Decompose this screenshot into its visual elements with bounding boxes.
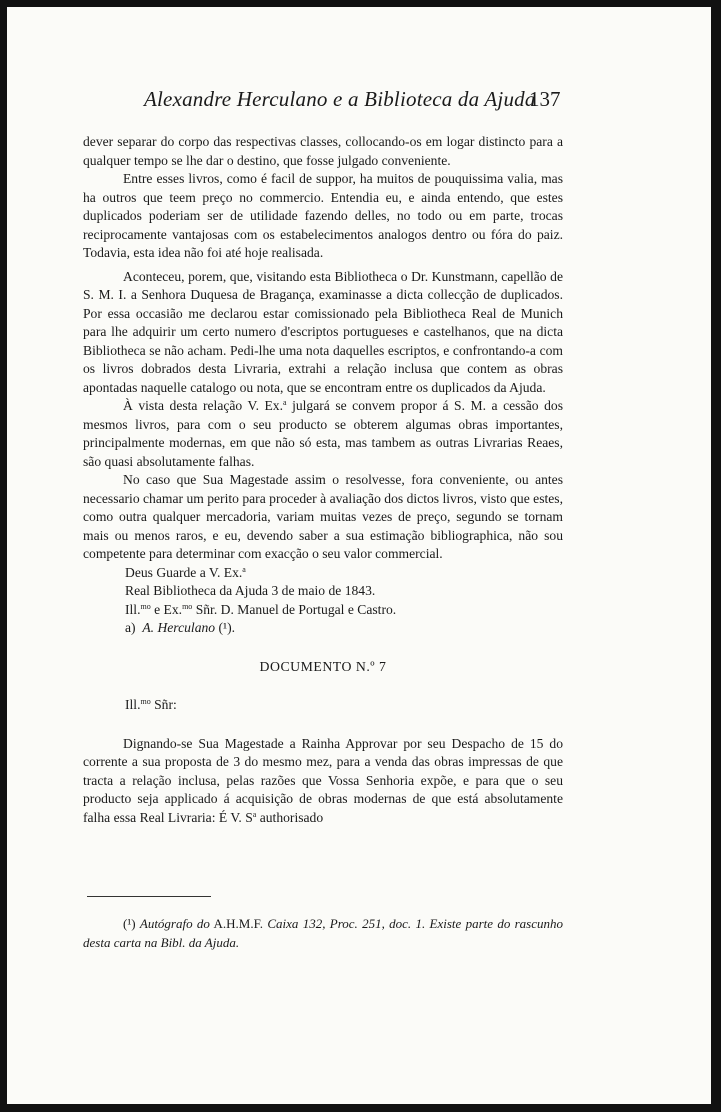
document-title: DOCUMENTO N.º 7: [259, 658, 387, 674]
closing-line: Deus Guarde a V. Ex.$^a$: [125, 564, 246, 580]
paragraph: Aconteceu, porem, que, visitando esta Bibliotheca o Dr. Kunstmann, capellão de S. M. I. a Senhora Duquesa de Bragança, examinasse a dicta collecção de duplicados. Por essa occasião me declarou estar comissionado pela Bibliotheca Real de Munich para lhe adquirir um certo numero d'escriptos portugueses e castelhanos, que na dicta Bibliotheca se não acham. Pedi-lhe uma nota daquelles escriptos, e confrontando-a com os livros dobrados desta Livraria, extrahi a relação inclusa que contem as obras apontadas naquelle catalogo ou nota, que se encontram entre os duplicados da Ajuda.: [83, 268, 563, 395]
closing-line: Real Bibliotheca da Ajuda 3 de maio de 1843.: [125, 583, 376, 598]
footnote-marker: (¹): [123, 916, 136, 931]
addressee-line: Ill.$^{mo}$ e Ex.$^{mo}$ Sñr. D. Manuel de Portugal e Castro.: [125, 601, 397, 617]
footnote-rule: [87, 896, 211, 897]
paragraph-continued: dever separar do corpo das respectivas classes, collocando-os em logar distincto para a qualquer tempo se lhe dar o destino, que fosse julgado conveniente.: [83, 134, 563, 168]
paragraph: Entre esses livros, como é facil de suppor, ha muitos de pouquissima valia, mas ha outros que teem preço no commercio. Entendia eu, e ainda entendo, que estes duplicados poderiam ser de utilidade fazendo delles, no todo ou em parte, trocas reciprocamente vantajosas com os estabelecimentos analogos dentro ou fóra do paiz. Todavia, esta idea não foi até hoje realisada.: [83, 171, 563, 260]
salutation: Ill.$^{mo}$ Sñr:: [125, 697, 177, 712]
signature-line: a) A. Herculano (¹).: [125, 620, 236, 635]
footnote: (¹) Autógrafo do A.H.M.F. Caixa 132, Proc. 251, doc. 1. Existe parte do rascunho desta carta na Bibl. da Ajuda.: [83, 916, 564, 950]
paragraph: No caso que Sua Magestade assim o resolvesse, fora conveniente, ou antes necessario chamar um perito para proceder à avaliação dos dictos livros, visto que estes, como outra qualquer mercadoria, variam muitas vezes de preço, segundo se tornam mais ou menos raros, e eu, devendo saber a sua estimação bibliographica, não sou competente para determinar com exacção o seu valor commercial.: [83, 472, 563, 561]
paragraph: À vista desta relação V. Ex.$^a$ julgará se convem propor á S. M. a cessão dos mesmos livros, para com o seu producto se obterem algumas obras importantes, principalmente modernas, em que não só esta, mas tambem as outras Livrarias Reaes, são quasi absolutamente falhas.: [83, 398, 563, 469]
running-title: Alexandre Herculano e a Biblioteca da Ajuda: [144, 87, 536, 111]
body-text: [83, 133, 563, 827]
page-number: 137: [529, 87, 561, 111]
paragraph: Dignando-se Sua Magestade a Rainha Approvar por seu Despacho de 15 do corrente a sua proposta de 3 do mesmo mez, para a venda das obras impressas de que tracta a relação inclusa, pelas razões que Vossa Senhoria expõe, e para que o seu producto seja applicado á acquisição de obras modernas de que está absolutamente falha essa Real Livraria: É V. $S^a$ authorisado: [83, 735, 563, 825]
document-page: [7, 7, 711, 1104]
